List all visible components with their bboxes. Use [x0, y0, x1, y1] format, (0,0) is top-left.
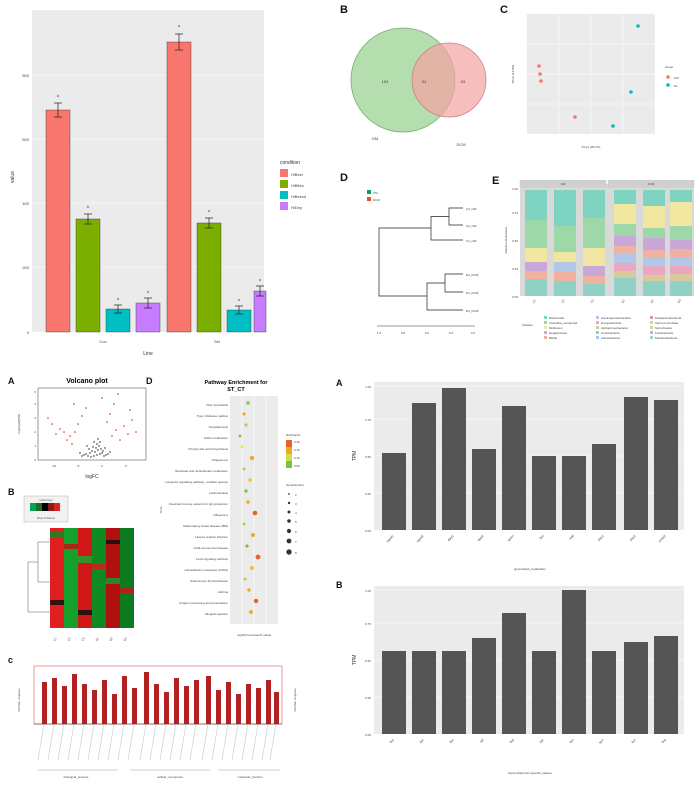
svg-text:C3: C3	[589, 298, 595, 304]
panel-volcano	[12, 374, 162, 486]
panel-dendrogram	[345, 180, 495, 345]
svg-text:3: 3	[295, 502, 297, 506]
pathway-legend-genenumber	[286, 483, 304, 555]
pathway-svg	[152, 374, 330, 646]
pathway-legend-richfactor	[286, 433, 301, 468]
stacked-bar-c3	[583, 190, 605, 296]
go-bar-y-title: Number of genes	[17, 688, 21, 712]
svg-text:D2: D2	[108, 636, 114, 642]
go-bar-tick-lines	[38, 724, 276, 760]
svg-text:5: 5	[295, 520, 297, 524]
svg-text:D3: D3	[676, 298, 682, 304]
pathway-y-title: Term	[159, 506, 163, 514]
svg-text:Intestinal immune network for: Intestinal immune network for IgA production	[168, 502, 228, 506]
volcano-x-ticks	[52, 464, 127, 468]
lipases-x-title: Glycerolipid-non-specific_lipases	[508, 771, 552, 775]
svg-text:0.75: 0.75	[365, 418, 371, 422]
panel3-label-a: A	[336, 378, 343, 388]
svg-text:Color Key: Color Key	[39, 498, 53, 502]
pathway-title-1: Pathway Enrichment for	[204, 380, 268, 386]
svg-text:Sulfur metabolism: Sulfur metabolism	[203, 436, 228, 440]
svg-text:agpat1: agpat1	[385, 533, 395, 544]
svg-text:DCM: DCM	[373, 198, 380, 202]
svg-text:0.00: 0.00	[512, 295, 518, 299]
volcano-title: Volcano plot	[66, 378, 108, 385]
svg-text:plpp1: plpp1	[596, 533, 605, 542]
svg-text:a: a	[237, 297, 241, 302]
svg-text:dgat1: dgat1	[446, 533, 455, 543]
svg-text:lipo: lipo	[630, 737, 637, 745]
svg-text:1.00: 1.00	[512, 187, 518, 191]
panel-lipases-bar	[340, 578, 696, 783]
svg-text:Graft-versus-host disease: Graft-versus-host disease	[193, 546, 228, 550]
glycerolipid-x-ticks	[385, 534, 667, 544]
volcano-y-ticks	[34, 390, 36, 462]
svg-text:Coriobacteriia: Coriobacteriia	[601, 331, 620, 335]
leaf-5: D3_DCM	[466, 309, 479, 313]
svg-text:Longevity regulating pathway -: Longevity regulating pathway - multiple species	[165, 480, 228, 484]
go-bar-svg	[10, 660, 310, 785]
legend-condition	[280, 160, 306, 210]
venn-count-left: 154	[381, 79, 389, 84]
svg-text:D2: D2	[649, 298, 655, 304]
svg-text:0.50: 0.50	[365, 455, 371, 459]
svg-text:Leishmaniasis: Leishmaniasis	[208, 491, 228, 495]
svg-text:0.00: 0.00	[365, 529, 371, 533]
svg-text:200: 200	[22, 265, 29, 270]
svg-text:pnpla2: pnpla2	[657, 533, 667, 544]
svg-text:1.00: 1.00	[365, 385, 371, 389]
lipases-y-title: TPM	[352, 654, 358, 666]
svg-text:CM: CM	[373, 191, 378, 195]
panel-label-c: C	[500, 4, 508, 16]
svg-text:0.25: 0.25	[365, 696, 371, 700]
svg-text:cellular_component: cellular_component	[156, 775, 184, 779]
svg-text:C1: C1	[531, 298, 537, 304]
heatmap-colorkey	[24, 496, 68, 522]
svg-text:Antigen processing and present: Antigen processing and presentation	[179, 601, 228, 605]
dendrogram-leaves	[466, 207, 479, 313]
svg-text:0.50: 0.50	[512, 239, 518, 243]
legend-item-1: HiBflen	[291, 183, 304, 188]
svg-text:mgll: mgll	[567, 533, 575, 541]
svg-text:5: 5	[125, 464, 127, 468]
svg-text:Asthma: Asthma	[217, 590, 228, 594]
svg-text:Herpes simplex infection: Herpes simplex infection	[195, 535, 228, 539]
svg-text:Actinobacteria: Actinobacteria	[601, 336, 621, 340]
volcano-y-title: -log10(adjPDR)	[17, 413, 21, 435]
glycerolipid-svg	[340, 374, 696, 579]
legend-item-0: HiBeel	[291, 172, 303, 177]
svg-text:0.75: 0.75	[512, 211, 518, 215]
svg-text:lipq: lipq	[660, 737, 667, 745]
svg-text:6: 6	[295, 530, 297, 534]
svg-text:Bacilli: Bacilli	[549, 336, 557, 340]
svg-text:1.0: 1.0	[376, 331, 382, 335]
svg-text:600: 600	[22, 137, 29, 142]
svg-text:-5: -5	[76, 464, 80, 468]
svg-text:Row Z-Score: Row Z-Score	[37, 516, 55, 520]
svg-text:Methanobacteria: Methanobacteria	[655, 336, 678, 340]
svg-text:4: 4	[34, 402, 36, 406]
x-axis-title: Line	[143, 351, 153, 357]
svg-text:D3: D3	[122, 636, 128, 642]
svg-text:D1: D1	[94, 636, 100, 642]
svg-text:biological_process: biological_process	[63, 775, 89, 779]
stacked-x-ticks	[531, 298, 682, 304]
pcoa-legend-dl: DL	[674, 84, 678, 88]
svg-text:Primary bile acid biosynthesis: Primary bile acid biosynthesis	[188, 447, 228, 451]
svg-text:0.4: 0.4	[448, 331, 454, 335]
svg-text:a: a	[207, 208, 211, 213]
svg-text:0.05: 0.05	[294, 464, 300, 468]
svg-text:Verrucomicrobiae: Verrucomicrobiae	[655, 321, 679, 325]
svg-text:0: 0	[34, 458, 36, 462]
leaf-4: D1_DCM	[466, 291, 479, 295]
svg-text:0.00: 0.00	[365, 733, 371, 737]
svg-text:Mollicutes: Mollicutes	[549, 326, 563, 330]
group-label-dcm: DCM	[647, 182, 655, 186]
stacked-bar-d3	[670, 190, 692, 296]
svg-text:GeneNumber: GeneNumber	[286, 483, 305, 487]
leaf-1: C2_GM	[466, 224, 477, 228]
svg-text:a: a	[258, 277, 262, 282]
svg-text:b: b	[56, 93, 60, 98]
svg-text:4: 4	[295, 511, 297, 515]
volcano-svg	[12, 374, 162, 486]
panel-label-e: E	[492, 175, 500, 187]
svg-text:C1: C1	[52, 636, 58, 642]
x-tick-sel: Sel	[214, 339, 220, 344]
svg-text:Viral myocarditis: Viral myocarditis	[206, 403, 228, 407]
y-axis-ticks	[22, 73, 29, 335]
panel-pcoa	[505, 8, 700, 163]
svg-text:Influenza A: Influenza A	[213, 513, 228, 517]
go-bar-group-labels	[38, 770, 280, 779]
svg-text:b: b	[86, 204, 90, 209]
svg-text:Inflammatory bowel disease (IB: Inflammatory bowel disease (IBD)	[182, 524, 228, 528]
dendrogram-legend	[367, 190, 380, 202]
svg-text:0.2: 0.2	[470, 331, 476, 335]
svg-text:lipe: lipe	[448, 737, 455, 745]
stacked-bar-d2	[643, 190, 665, 296]
venn-svg	[345, 10, 495, 160]
svg-text:0.25: 0.25	[512, 267, 518, 271]
svg-text:Toxoplasmosis: Toxoplasmosis	[208, 425, 228, 429]
panel2-label-b: B	[8, 487, 15, 497]
svg-text:lipa: lipa	[388, 737, 395, 745]
dendrogram-branches	[379, 208, 463, 310]
panel-top-bar	[4, 2, 334, 362]
stacked-y-ticks	[512, 187, 518, 299]
svg-text:gpam: gpam	[506, 533, 515, 543]
svg-text:5: 5	[34, 390, 36, 394]
legend-title: condition	[280, 160, 301, 166]
glycerolipid-x-title: glycerolipid_metabolism	[513, 567, 547, 571]
panel-venn	[345, 10, 495, 160]
panel-heatmap	[10, 492, 162, 650]
pcoa-legend	[665, 65, 679, 88]
svg-text:2: 2	[34, 430, 36, 434]
venn-count-center: 34	[421, 79, 427, 84]
leaf-0: C3_GM	[466, 207, 477, 211]
svg-text:400: 400	[22, 201, 29, 206]
svg-text:lipm: lipm	[597, 737, 605, 745]
svg-text:C2: C2	[66, 636, 72, 642]
svg-text:lipf: lipf	[479, 737, 485, 744]
panel-label-b: B	[340, 4, 348, 16]
svg-text:a: a	[177, 23, 181, 28]
venn-label-right: DCM	[456, 142, 466, 147]
venn-count-right: 63	[460, 79, 466, 84]
svg-text:0.20: 0.20	[294, 440, 300, 444]
stacked-bar-c2	[554, 190, 576, 296]
svg-text:Clostridia_uncultured: Clostridia_uncultured	[549, 321, 578, 325]
svg-text:Erysipelotrichia: Erysipelotrichia	[601, 321, 622, 325]
stacked-legend	[522, 316, 682, 340]
panel2-label-d: D	[146, 376, 153, 386]
venn-label-left: GM	[371, 136, 379, 141]
stacked-bar-d1	[614, 190, 636, 296]
heatmap-x-ticks	[52, 636, 128, 642]
svg-text:Autoimmune thyroid disease: Autoimmune thyroid disease	[190, 579, 228, 583]
pathway-title-2: ST_CT	[227, 387, 245, 393]
svg-text:0.8: 0.8	[400, 331, 406, 335]
glycerolipid-y-ticks	[365, 385, 371, 533]
panel-go-bar	[10, 660, 310, 785]
svg-text:agpat2: agpat2	[415, 533, 425, 544]
stacked-bar-c1	[525, 190, 547, 296]
stacked-svg	[500, 180, 698, 345]
svg-text:0: 0	[101, 464, 103, 468]
stacked-y-title: Relative Abundance	[504, 226, 508, 254]
heatmap-row-dendrogram	[28, 542, 50, 612]
svg-text:Type I diabetes mellitus: Type I diabetes mellitus	[196, 414, 228, 418]
svg-text:7: 7	[295, 540, 297, 544]
svg-text:C2: C2	[560, 298, 566, 304]
svg-text:0.15: 0.15	[294, 448, 300, 452]
svg-text:Allograft rejection: Allograft rejection	[204, 612, 228, 616]
panel2-label-a: A	[8, 376, 15, 386]
pathway-terms	[165, 403, 228, 616]
svg-text:-10: -10	[51, 464, 57, 468]
group-label-gm: GM	[560, 182, 566, 186]
svg-text:dgat2: dgat2	[476, 533, 485, 543]
svg-text:2: 2	[295, 493, 297, 497]
svg-text:1.00: 1.00	[365, 589, 371, 593]
pcoa-y-title: PCo2 (19.8%)	[511, 64, 515, 84]
lipases-x-ticks	[389, 738, 667, 745]
svg-text:Bacteroidia: Bacteroidia	[549, 316, 565, 320]
svg-text:1: 1	[34, 444, 36, 448]
svg-text:D1: D1	[620, 298, 626, 304]
panel-label-d: D	[340, 172, 348, 184]
svg-text:0.10: 0.10	[294, 456, 300, 460]
leaf-2: C1_GM	[466, 239, 477, 243]
svg-text:plpp2: plpp2	[628, 533, 637, 542]
panel-pathway	[152, 374, 330, 646]
pathway-x-title: -log10(Corrected P-value)	[236, 633, 272, 637]
svg-text:0.25: 0.25	[365, 492, 371, 496]
pcoa-legend-cm: CM	[674, 76, 679, 80]
svg-text:lipc: lipc	[418, 737, 425, 744]
dendrogram-axis-ticks	[377, 331, 476, 335]
top-bar-svg	[4, 2, 334, 362]
legend-item-3: HiDep	[291, 205, 303, 210]
svg-text:lipg: lipg	[508, 737, 515, 745]
svg-text:lipk: lipk	[538, 737, 545, 744]
panel2-label-c: c	[8, 655, 14, 665]
svg-text:0.75: 0.75	[365, 622, 371, 626]
svg-text:Spirochaetia: Spirochaetia	[655, 326, 672, 330]
pcoa-svg	[505, 8, 700, 163]
svg-text:lipe: lipe	[538, 533, 545, 541]
svg-text:Deltaproteobacteria: Deltaproteobacteria	[655, 316, 682, 320]
svg-text:FoxO signaling pathway: FoxO signaling pathway	[195, 557, 228, 561]
pcoa-x-title: PCo1 (38.1%)	[581, 145, 601, 149]
svg-text:Nicotinate and nicotinamide me: Nicotinate and nicotinamide metabolism	[174, 469, 228, 473]
svg-text:molecular_function: molecular_function	[237, 775, 263, 779]
svg-text:0: 0	[26, 330, 29, 335]
pcoa-legend-title: Group	[665, 65, 674, 69]
lipases-y-ticks	[365, 589, 371, 737]
glycerolipid-y-title: TPM	[352, 450, 358, 462]
svg-text:C3: C3	[80, 636, 86, 642]
svg-text:lipn: lipn	[568, 737, 575, 745]
svg-text:Negativicutes: Negativicutes	[549, 331, 568, 335]
svg-text:RichFactor: RichFactor	[286, 433, 301, 437]
svg-text:Alphaproteobacteria: Alphaproteobacteria	[601, 326, 628, 330]
svg-text:8: 8	[295, 551, 297, 555]
panel-glycerolipid-bar	[340, 374, 696, 579]
svg-text:Fusobacteriia: Fusobacteriia	[655, 331, 674, 335]
stacked-legend-title: Classes	[522, 323, 533, 327]
svg-text:Cell adhesion molecules (CAMs): Cell adhesion molecules (CAMs)	[184, 568, 228, 572]
legend-item-2: HiBeesd	[291, 194, 307, 199]
lipases-svg	[340, 578, 696, 783]
svg-text:0.50: 0.50	[365, 659, 371, 663]
volcano-x-title: logFC	[85, 474, 99, 480]
leaf-3: D2_DCM	[466, 273, 479, 277]
svg-text:0.6: 0.6	[424, 331, 430, 335]
panel-stacked	[500, 180, 698, 345]
go-bar-y-title-right: Number of genes	[293, 688, 297, 712]
heatmap-body	[50, 528, 134, 628]
panel3-label-b: B	[336, 580, 343, 590]
svg-text:800: 800	[22, 73, 29, 78]
heatmap-svg	[10, 492, 162, 650]
y-axis-title: value	[10, 171, 16, 183]
x-tick-con: Con	[99, 339, 107, 344]
svg-text:Gammaproteobacteria: Gammaproteobacteria	[601, 316, 631, 320]
dendrogram-svg	[345, 180, 495, 345]
svg-text:3: 3	[34, 416, 36, 420]
svg-text:b: b	[116, 296, 120, 301]
svg-text:b: b	[146, 289, 150, 294]
svg-text:Phagosome: Phagosome	[211, 458, 228, 462]
